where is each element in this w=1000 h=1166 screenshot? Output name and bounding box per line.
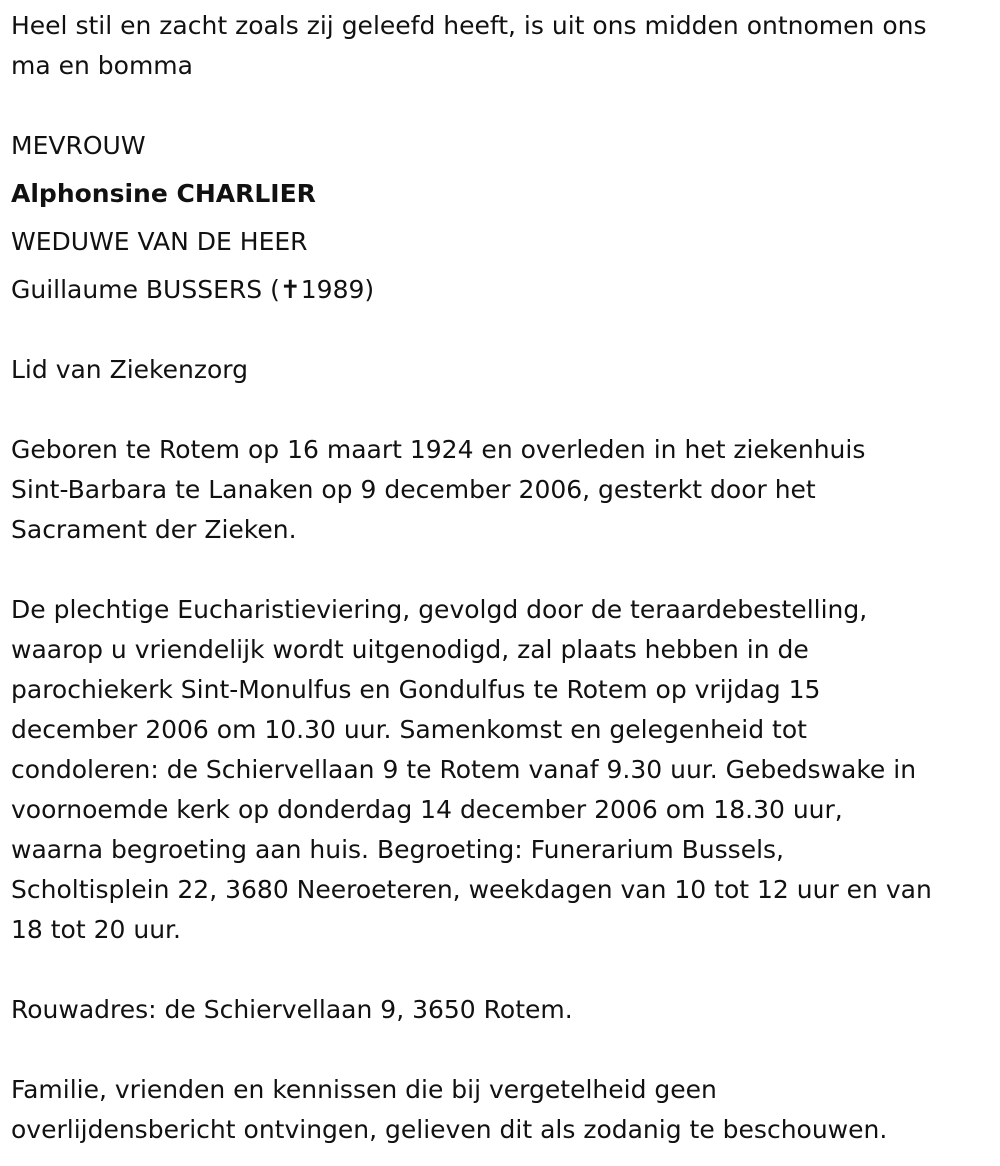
ceremony-line: waarna begroeting aan huis. Begroeting: Funerarium Bussels, [11,835,784,864]
birth-death-paragraph [11,430,865,550]
title: MEVROUW [11,131,146,160]
husband-name: Guillaume BUSSERS (✝1989) [11,275,375,304]
ceremony-line: De plechtige Eucharistieviering, gevolgd door de teraardebestelling, [11,595,868,624]
ceremony-line: Scholtisplein 22, 3680 Neeroeteren, weekdagen van 10 tot 12 uur en van [11,875,932,904]
birth-death-line: Sacrament der Zieken. [11,515,297,544]
ceremony-line: 18 tot 20 uur. [11,915,181,944]
deceased-name: Alphonsine CHARLIER [11,179,316,208]
mourning-address: Rouwadres: de Schiervellaan 9, 3650 Rotem. [11,995,573,1024]
membership: Lid van Ziekenzorg [11,355,248,384]
ceremony-line: parochiekerk Sint-Monulfus en Gondulfus te Rotem op vrijdag 15 [11,675,821,704]
ceremony-line: voornoemde kerk op donderdag 14 december 2006 om 18.30 uur, [11,795,843,824]
closing-line: overlijdensbericht ontvingen, gelieven dit als zodanig te beschouwen. [11,1115,888,1144]
intro-line: ma en bomma [11,51,193,80]
ceremony-line: december 2006 om 10.30 uur. Samenkomst en gelegenheid tot [11,715,807,744]
ceremony-line: waarop u vriendelijk wordt uitgenodigd, zal plaats hebben in de [11,635,809,664]
intro-paragraph [11,6,926,86]
ceremony-paragraph [11,590,932,950]
ceremony-line: condoleren: de Schiervellaan 9 te Rotem vanaf 9.30 uur. Gebedswake in [11,755,917,784]
intro-line: Heel stil en zacht zoals zij geleefd heeft, is uit ons midden ontnomen ons [11,11,927,40]
widow-of: WEDUWE VAN DE HEER [11,227,308,256]
closing-line: Familie, vrienden en kennissen die bij vergetelheid geen [11,1075,717,1104]
closing-paragraph [11,1070,887,1150]
birth-death-line: Geboren te Rotem op 16 maart 1924 en overleden in het ziekenhuis [11,435,866,464]
birth-death-line: Sint-Barbara te Lanaken op 9 december 2006, gesterkt door het [11,475,816,504]
